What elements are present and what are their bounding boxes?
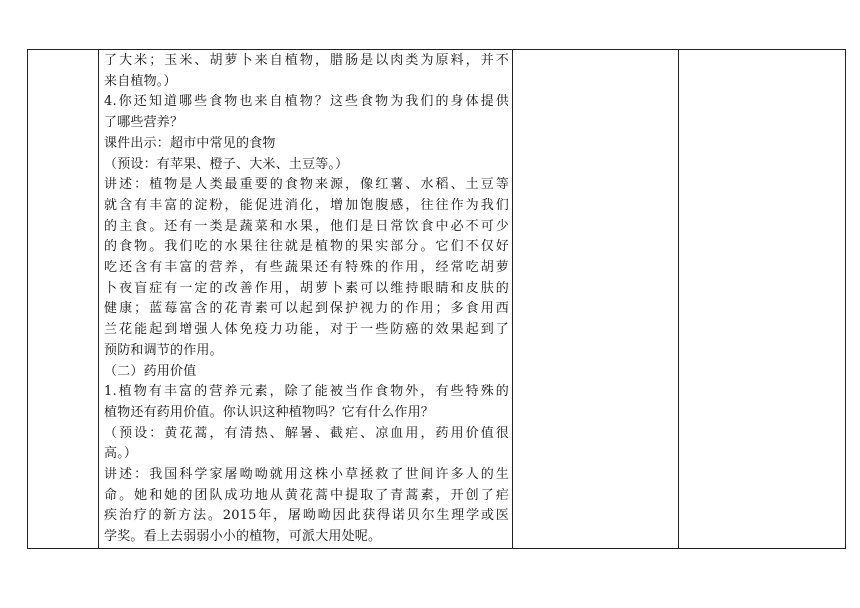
content-line: 疾治疗的新方法。2015年，屠呦呦因此获得诺贝尔生理学或医 — [104, 508, 509, 524]
content-line: 了哪些营养？ — [104, 115, 184, 131]
teaching-content-cell — [99, 50, 513, 549]
content-line: 就含有丰富的淀粉，能促进消化，增加饱腹感，往往作为我们 — [104, 197, 509, 213]
content-line: 学奖。看上去弱弱小小的植物，可派大用处呢。 — [104, 529, 382, 545]
content-line: 讲述：植物是人类最重要的食物来源，像红薯、水稻、土豆等 — [104, 177, 509, 193]
content-line: 高。） — [104, 446, 138, 462]
content-line: 1.植物有丰富的营养元素，除了能被当作食物外，有些特殊的 — [104, 384, 509, 400]
content-line: 命。她和她的团队成功地从黄花蒿中提取了青蒿素，开创了疟 — [104, 487, 509, 503]
content-line: 讲述：我国科学家屠呦呦就用这株小草拯救了世间许多人的生 — [104, 467, 509, 483]
content-line: 来自植物。） — [104, 73, 177, 89]
table-row — [28, 50, 846, 549]
content-line: 兰花能起到增强人体免疫力功能，对于一些防癌的效果起到了 — [104, 322, 509, 338]
content-line: 的食物。我们吃的水果往往就是植物的果实部分。它们不仅好 — [104, 239, 509, 255]
content-line: 植物还有药用价值。你认识这种植物吗？它有什么作用？ — [104, 404, 435, 420]
empty-left-cell — [28, 50, 99, 549]
content-line: （预设：有苹果、橙子、大米、土豆等。） — [104, 156, 349, 172]
empty-design-intent-cell — [679, 50, 846, 549]
content-line: 的主食。还有一类是蔬菜和水果，他们是日常饮食中必不可少 — [104, 218, 509, 234]
content-line: 预防和调节的作用。 — [104, 342, 223, 358]
content-text-block — [104, 51, 509, 548]
content-line: 卜夜盲症有一定的改善作用，胡萝卜素可以维持眼睛和皮肤的 — [104, 280, 509, 296]
content-line: 健康；蓝莓富含的花青素可以起到保护视力的作用；多食用西 — [104, 301, 509, 317]
content-line: （二）药用价值 — [104, 363, 197, 379]
content-line: 了大米；玉米、胡萝卜来自植物，腊肠是以肉类为原料，并不 — [104, 53, 509, 68]
content-line: 课件出示：超市中常见的食物 — [104, 135, 276, 151]
content-line: （预设：黄花蒿，有清热、解暑、截疟、凉血用，药用价值很 — [104, 425, 509, 441]
lesson-plan-table — [27, 49, 846, 549]
empty-student-activity-cell — [513, 50, 679, 549]
content-line: 4.你还知道哪些食物也来自植物？这些食物为我们的身体提供 — [104, 94, 509, 110]
content-line: 吃还含有丰富的营养，有些蔬果还有特殊的作用，经常吃胡萝 — [104, 260, 509, 276]
